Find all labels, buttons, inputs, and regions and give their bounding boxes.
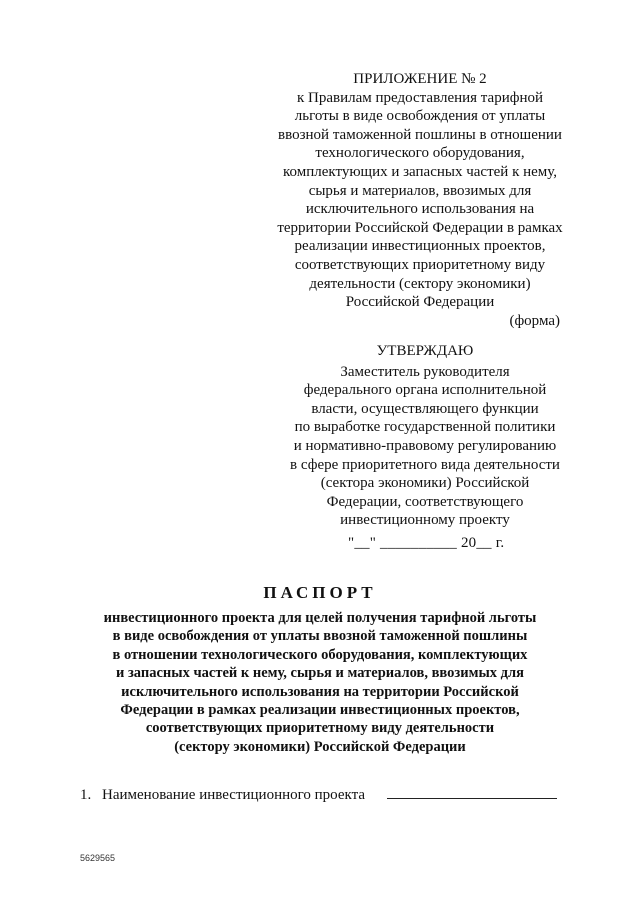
passport-subtitle-line: и запасных частей к нему, сырья и материалов, ввозимых для [116, 665, 524, 682]
appendix-line: к Правилам предоставления тарифной [297, 89, 543, 106]
item-label: Наименование инвестиционного проекта [102, 787, 366, 803]
approval-line: инвестиционному проекту [340, 512, 510, 529]
appendix-line: технологического оборудования, [315, 145, 525, 162]
passport-subtitle-line: инвестиционного проекта для целей получения тарифной льготы [103, 610, 537, 626]
appendix-line: реализации инвестиционных проектов, [294, 238, 546, 255]
appendix-header [270, 70, 570, 312]
approval-line: в сфере приоритетного вида деятельности [290, 456, 560, 473]
appendix-line: комплектующих и запасных частей к нему, [282, 163, 558, 180]
appendix-line: территории Российской Федерации в рамках [277, 219, 563, 236]
passport-subtitle-line: исключительного использования на территории Российской [121, 683, 519, 700]
passport-subtitle-line: соответствующих приоритетному виду деятельности [145, 720, 495, 737]
project-name-blank-field[interactable] [387, 784, 557, 799]
approval-heading: УТВЕРЖДАЮ [376, 343, 474, 359]
approval-date-line: "__" __________ 20__ г. [348, 535, 505, 551]
passport-subtitle-line: в виде освобождения от уплаты ввозной таможенной пошлины [112, 628, 528, 645]
appendix-title: ПРИЛОЖЕНИЕ № 2 [353, 71, 487, 87]
form-item-project-name [80, 784, 580, 804]
appendix-line: деятельности (сектору экономики) [309, 275, 531, 292]
approval-line: власти, осуществляющего функции [311, 400, 539, 417]
document-code: 5629565 [80, 853, 116, 863]
appendix-line: исключительного использования на [305, 201, 535, 218]
appendix-line: Российской Федерации [345, 294, 495, 311]
appendix-line: соответствующих приоритетному виду [294, 256, 546, 273]
passport-subtitle-line: (сектору экономики) Российской Федерации [174, 738, 466, 755]
appendix-line: сырья и материалов, ввозимых для [308, 182, 532, 199]
appendix-line: ввозной таможенной пошлины в отношении [278, 126, 562, 143]
passport-subtitle-line: в отношении технологического оборудования, комплектующих [112, 646, 528, 663]
approval-line: Заместитель руководителя [340, 363, 510, 380]
form-note: (форма) [509, 313, 560, 329]
passport-subtitle-line: Федерации в рамках реализации инвестиционных проектов, [120, 702, 520, 719]
approval-line: федерального органа исполнительной [303, 382, 547, 399]
approval-line: Федерации, соответствующего [326, 493, 524, 510]
approval-line: и нормативно-правовому регулированию [293, 437, 557, 454]
approval-line: (сектора экономики) Российской [320, 475, 530, 492]
appendix-line: льготы в виде освобождения от уплаты [294, 108, 546, 125]
item-number: 1. [80, 787, 92, 803]
passport-title: ПАСПОРТ [263, 583, 377, 602]
passport-subtitle [60, 609, 580, 756]
approval-line: по выработке государственной политики [294, 419, 556, 436]
approval-block [280, 342, 570, 530]
